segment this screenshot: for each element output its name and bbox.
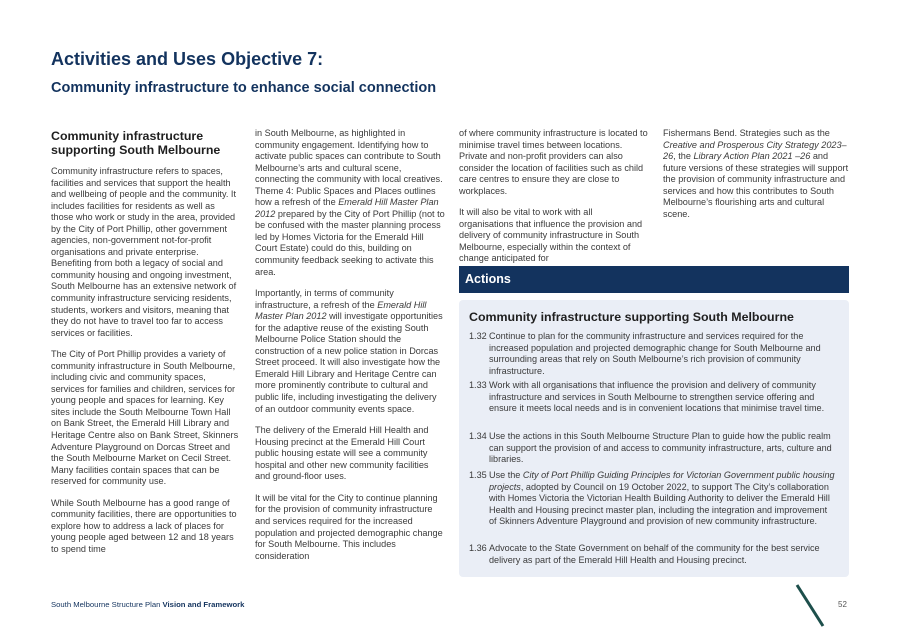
actions-heading: Community infrastructure supporting South Melbourne bbox=[469, 310, 794, 324]
paragraph: It will be vital for the City to continue planning for the provision of community infrastructure and services required for the increased population and projected demographic change for South Melbourne. This includes consideration bbox=[255, 492, 443, 561]
text-run: prepared by the City of Port Phillip (not to be confused with the master planning process led by Homes Victoria for the Emerald Hill Court Estate) could do this, building on community feedback seeking to activate this area. bbox=[255, 208, 445, 277]
action-text: Continue to plan for the community infrastructure and services required for the increased population and projected demographic change for South Melbourne and surrounding areas that rely on South Melbourne’s rich provision of community infrastructure. bbox=[489, 331, 821, 376]
page-number: 52 bbox=[838, 600, 847, 609]
paragraph bbox=[255, 128, 445, 278]
action-item bbox=[469, 331, 837, 377]
column-2 bbox=[255, 128, 445, 572]
action-number: 1.36 bbox=[469, 543, 487, 553]
paragraph: It will also be vital to work with all organisations that influence the provision and delivery of community infrastructure in South Melbourne, especially within the context of change anticipated for bbox=[459, 207, 643, 264]
action-text bbox=[489, 470, 837, 528]
footer bbox=[51, 600, 244, 609]
action-item bbox=[469, 431, 837, 466]
text-run: in South Melbourne, as highlighted in community engagement. Identifying how to activate public spaces can contribute to South Melbourne’s arts and cultural scene, connecting the community with local creatives. Theme 4: Public Spaces and Places outlines how a refresh of the bbox=[255, 128, 443, 208]
paragraph bbox=[663, 128, 853, 220]
actions-panel bbox=[459, 300, 849, 577]
paragraph: Community infrastructure refers to spaces, facilities and services that support the health and wellbeing of people and the community. It includes facilities for residents as well as those who work or study in the area, provided by the City of Port Phillip, other government agencies, non-government not-for-profit organisations and private enterprise. Benefiting from both a legacy of social and community housing and ongoing investment, South Melbourne has an extensive network of community infrastructure servicing residents, students, workers and visitors, meaning that they do not have to travel too far to access services or facilities. bbox=[51, 166, 237, 338]
text-run: Fishermans Bend. Strategies such as the bbox=[663, 128, 830, 138]
document-title: Emerald Hill Master Plan 2012 bbox=[255, 197, 439, 219]
paragraph bbox=[255, 288, 445, 415]
paragraph: While South Melbourne has a good range of community facilities, there are opportunities to explore how to address a lack of places for young people aged between 12 and 18 years to spend time bbox=[51, 497, 237, 554]
text-run: will investigate opportunities for the adaptive reuse of the existing South Melbourne Police Station should the construction of a new police station in Dorcas Street proceed. It will also investigate how the Emerald Hill Library and Heritage Centre can more prominently contribute to cultural and public life, including investigating the delivery of an outdoor community events space. bbox=[255, 311, 443, 414]
actions-banner-label: Actions bbox=[465, 272, 511, 286]
document-title: Library Action Plan 2021 –26 bbox=[693, 151, 811, 162]
action-text: Advocate to the State Government on behalf of the community for the best service delivery as part of the Emerald Hill Health and Housing precinct. bbox=[489, 543, 820, 565]
action-item bbox=[469, 543, 837, 566]
column-3 bbox=[459, 128, 649, 275]
action-text: Use the actions in this South Melbourne Structure Plan to guide how the public realm can support the provision of and access to community infrastructure, arts, culture and libraries. bbox=[489, 431, 832, 465]
text-run: Importantly, in terms of community infrastructure, a refresh of the bbox=[255, 288, 394, 310]
decorative-slash-icon bbox=[794, 584, 826, 627]
action-number: 1.34 bbox=[469, 431, 487, 441]
text-run: , the bbox=[673, 151, 694, 162]
text-run: , adopted by Council on 19 October 2022, to support The City’s collaboration with Homes Victoria the Victorian Health Building Authority to deliver the Emerald Hill Health and Housing precinct master plan, including the integration and improvement of Skinners Adventure Playground and provision of new community infrastructure. bbox=[489, 481, 830, 527]
paragraph: of where community infrastructure is located to minimise travel times between locations. Private and non-profit providers can also consider the location of facilities such as child care centres to ensure they are close to workplaces. bbox=[459, 128, 648, 196]
document-title: City of Port Phillip Guiding Principles for Victorian Government public housing projects bbox=[489, 470, 835, 492]
page-title: Activities and Uses Objective 7: bbox=[51, 49, 324, 69]
action-text: Work with all organisations that influence the provision and delivery of community infrastructure and services in South Melbourne to strengthen service offering and ensure it meets local needs and is in convenient locations that minimise travel time. bbox=[489, 380, 825, 414]
actions-banner bbox=[459, 266, 849, 293]
page-subtitle: Community infrastructure to enhance social connection bbox=[51, 80, 437, 96]
action-number: 1.35 bbox=[469, 470, 487, 480]
action-number: 1.32 bbox=[469, 331, 487, 341]
action-item bbox=[469, 380, 837, 415]
paragraph: The City of Port Phillip provides a variety of community infrastructure in South Melbourne, including civic and community spaces, services for families and children, services for young people and spaces for learning. Key sites include the South Melbourne Town Hall on Bank Street, the Emerald Hill Library and Heritage Centre also on Bank Street, Skinners Adventure Playground on Dorcas Street and the South Melbourne Market on Cecil Street. Many facilities contain spaces that can be reserved for community use. bbox=[51, 349, 239, 487]
footer-section: Vision and Framework bbox=[162, 600, 245, 609]
text-run: Use the bbox=[489, 470, 523, 480]
column-4 bbox=[663, 128, 853, 230]
document-title: Emerald Hill Master Plan 2012 bbox=[255, 299, 427, 322]
section-heading: Community infrastructure supporting South Melbourne bbox=[51, 129, 221, 157]
action-item bbox=[469, 470, 837, 528]
column-1 bbox=[51, 128, 239, 566]
paragraph: The delivery of the Emerald Hill Health and Housing precinct at the Emerald Hill Court public housing estate will see a community hospital and other new community facilities and ground-floor uses. bbox=[255, 425, 429, 482]
document-title: Creative and Prosperous City Strategy 2023–26 bbox=[663, 139, 847, 162]
action-number: 1.33 bbox=[469, 380, 487, 390]
footer-document: South Melbourne Structure Plan bbox=[51, 600, 163, 609]
text-run: and future versions of these strategies will support the provision of community infrastructure and services and how this contributes to South Melbourne’s flourishing arts and cultural scene. bbox=[663, 151, 849, 219]
